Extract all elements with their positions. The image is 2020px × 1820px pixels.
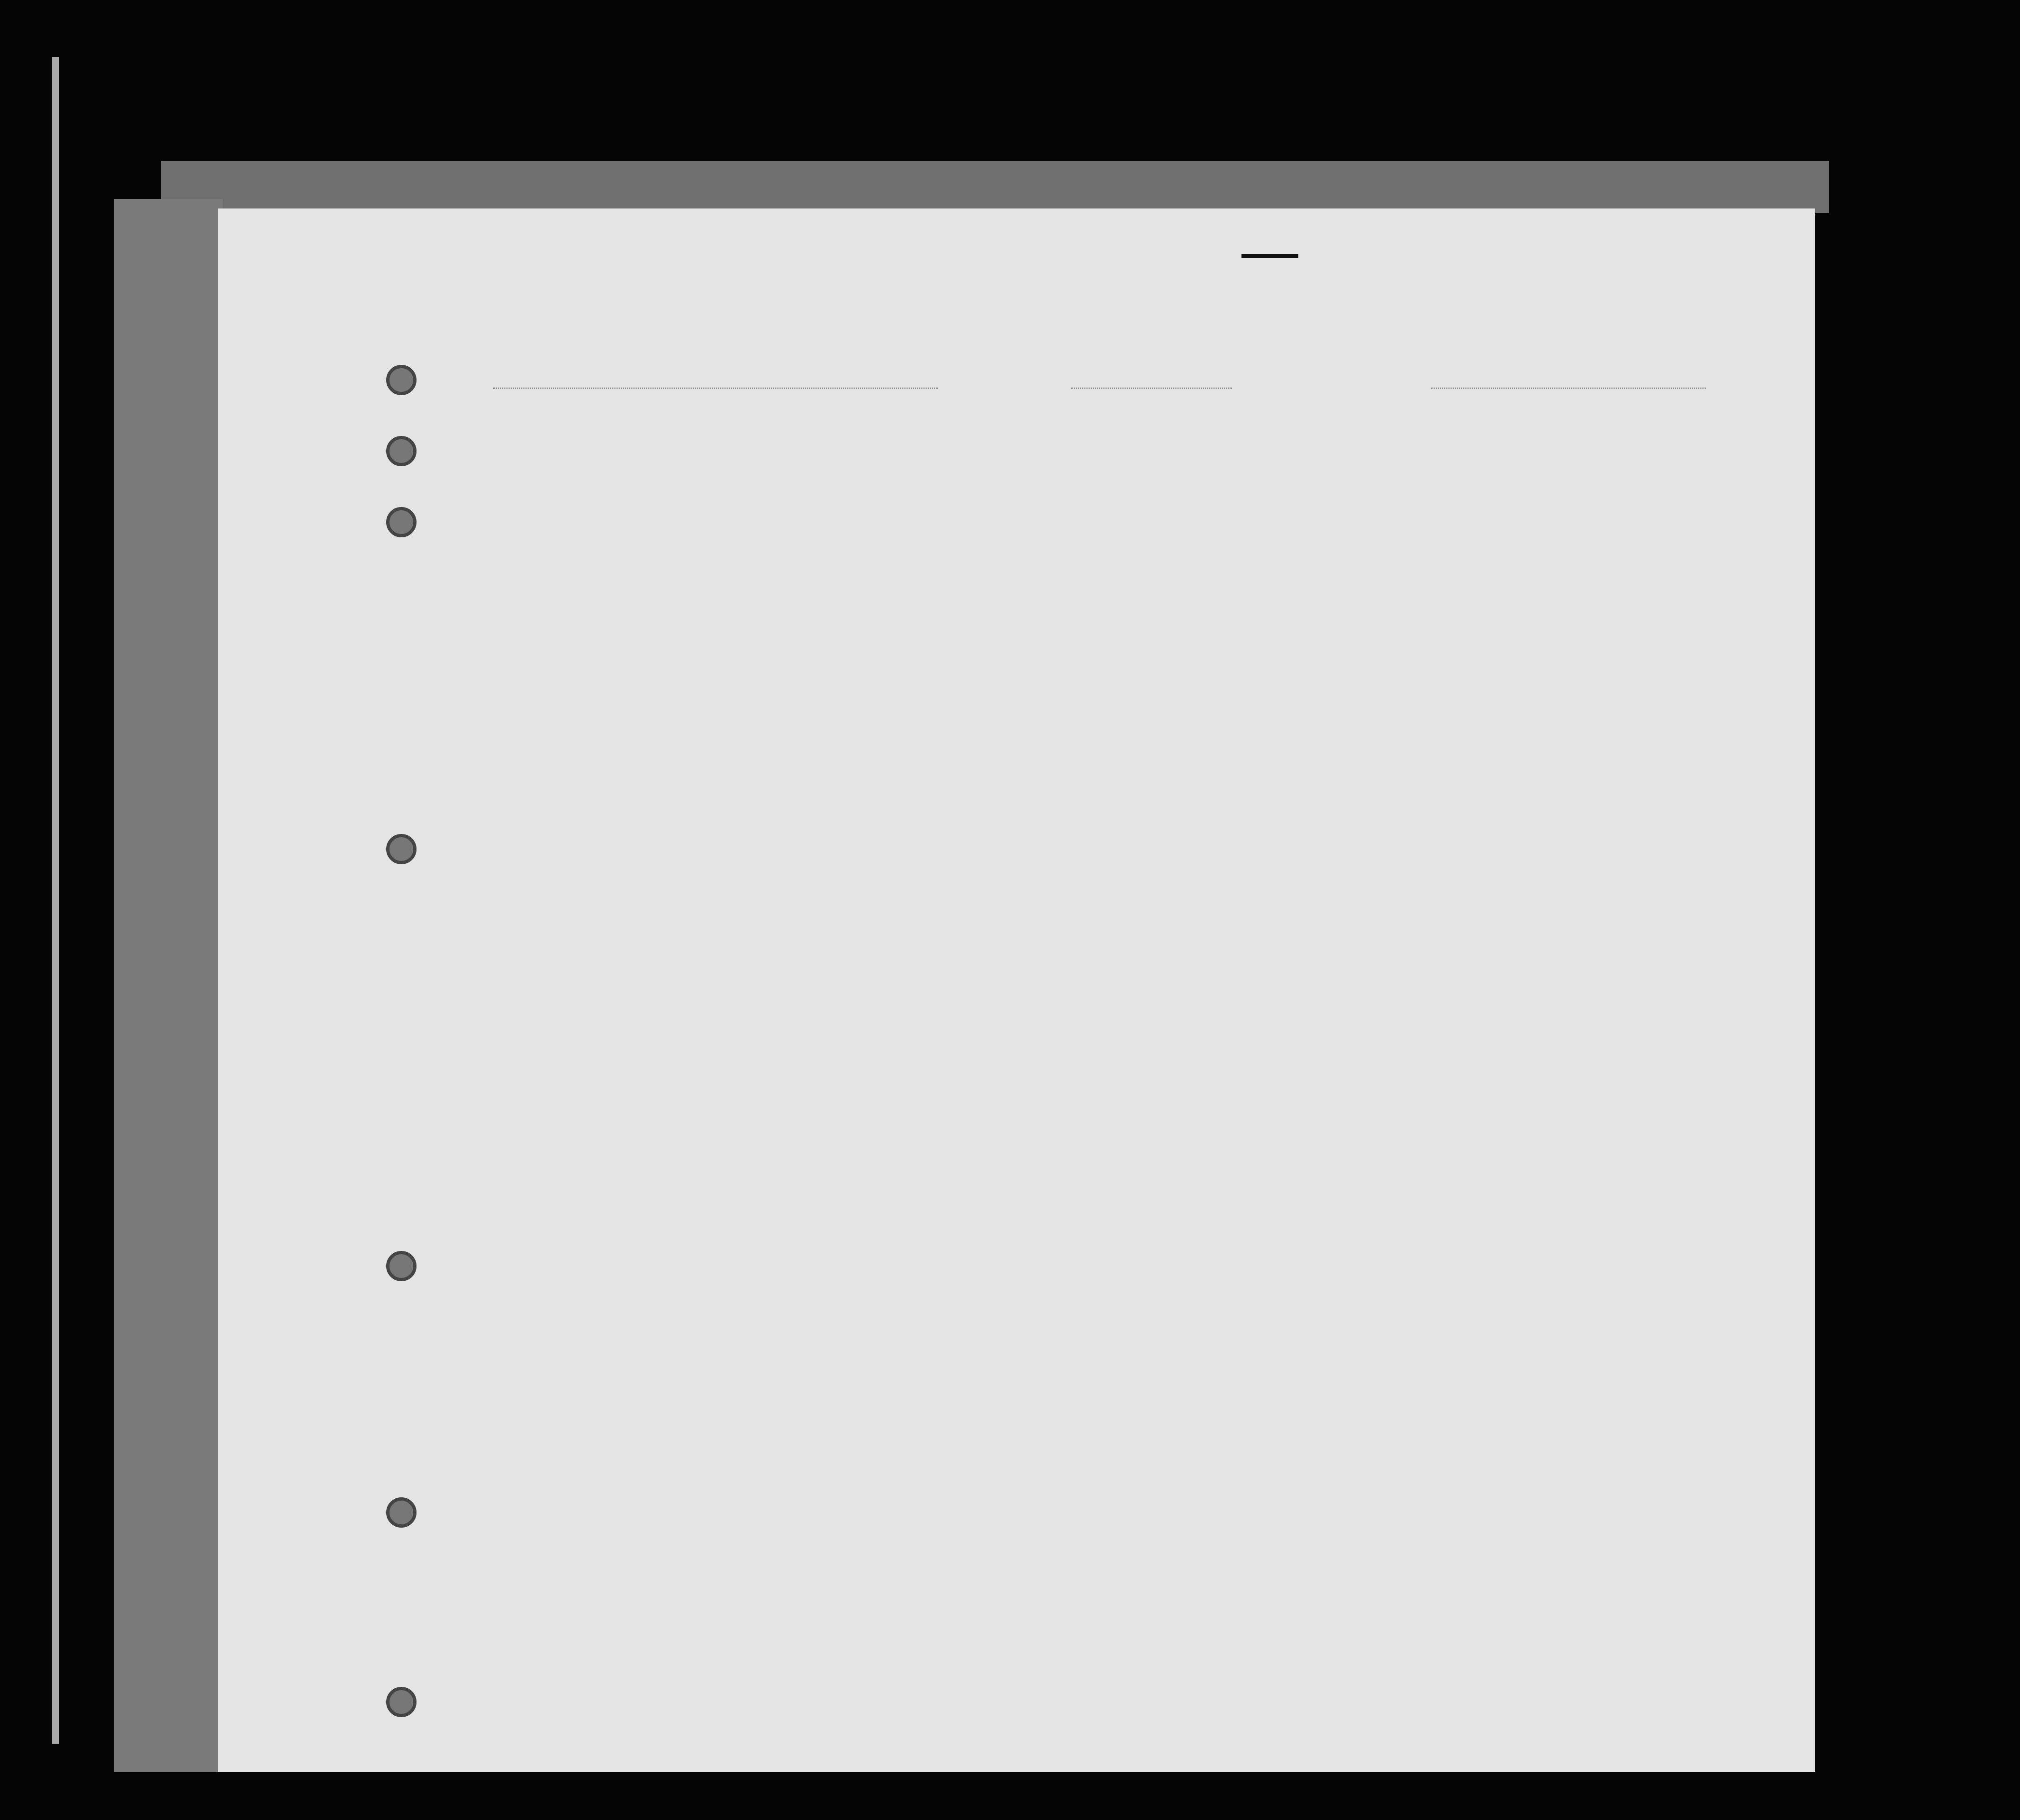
binder-hole xyxy=(386,436,417,466)
table-grid xyxy=(218,208,1815,1772)
binder-hole xyxy=(386,365,417,395)
binder-left-edge xyxy=(114,199,223,1772)
binder-hole xyxy=(386,1687,417,1717)
struck-number xyxy=(1241,254,1298,258)
binder-hole xyxy=(386,1497,417,1528)
manifest-sheet xyxy=(218,208,1815,1772)
binder-hole xyxy=(386,1251,417,1281)
binder-hole xyxy=(386,507,417,537)
total-crew-note xyxy=(1237,235,1303,274)
vessel-name xyxy=(493,388,938,389)
binder-hole xyxy=(386,834,417,864)
binder-top-edge xyxy=(161,161,1829,213)
arrival-port xyxy=(1071,388,1232,389)
film-edge xyxy=(52,57,59,1744)
sheet-number xyxy=(1649,276,1654,290)
departure-port xyxy=(1431,388,1706,389)
